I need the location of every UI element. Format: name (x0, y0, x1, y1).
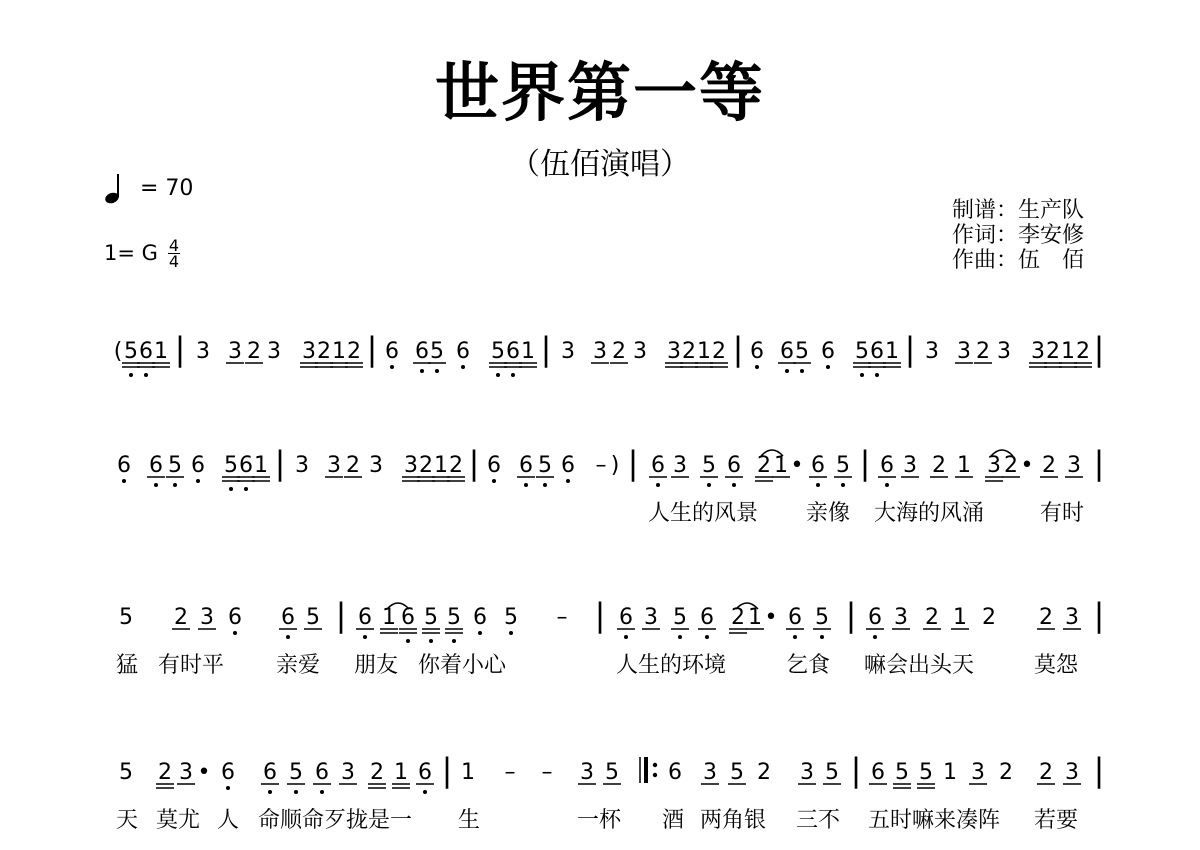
low-octave-dot (785, 369, 789, 373)
barline: | (1093, 751, 1105, 789)
note: 6 (385, 339, 399, 364)
barline: | (540, 330, 552, 368)
note: 1 (774, 453, 788, 478)
note: 1 (521, 339, 535, 364)
lyric: 酒 (662, 808, 685, 833)
barline: | (845, 596, 857, 634)
low-octave-dot (885, 483, 889, 487)
note: 3 (1031, 339, 1045, 364)
low-octave-dot (406, 639, 410, 643)
note: 2 (932, 453, 946, 478)
note: 1 (332, 339, 346, 364)
note: 5 (124, 339, 138, 364)
low-octave-dot (173, 483, 177, 487)
low-octave-dot (154, 483, 158, 487)
note: 2 (1039, 760, 1053, 785)
low-octave-dot (793, 635, 797, 639)
low-octave-dot (229, 487, 233, 491)
lyric: 你着小心 (418, 653, 507, 678)
low-octave-dot (860, 373, 864, 377)
note: 5 (855, 339, 869, 364)
barline: | (732, 330, 744, 368)
note: 6 (727, 453, 741, 478)
note: 6 (821, 339, 835, 364)
lyric: 命顺命歹拢是一 (258, 808, 413, 833)
low-octave-dot (509, 631, 513, 635)
note: 2 (999, 760, 1013, 785)
note: 2 (1046, 339, 1060, 364)
note: 2 (174, 605, 188, 630)
time-signature-top: 4 (168, 236, 179, 255)
note: 6 (473, 605, 487, 630)
low-octave-dot (286, 635, 290, 639)
note: 6 (418, 760, 432, 785)
note: 2 (419, 453, 433, 478)
note: 1 (885, 339, 899, 364)
low-octave-dot (226, 786, 230, 790)
note: 2 (347, 339, 361, 364)
note: 3 (561, 339, 575, 364)
note: 1 (748, 605, 762, 630)
note: ( (113, 339, 123, 364)
note: 2 (712, 339, 726, 364)
note: 2 (346, 453, 360, 478)
low-octave-dot (875, 373, 879, 377)
note: 1 (254, 453, 268, 478)
barline: | (366, 330, 378, 368)
note: 5 (447, 605, 461, 630)
lyric: 天 (116, 808, 139, 833)
lyric: 三不 (796, 808, 841, 833)
note: 3 (1065, 605, 1079, 630)
lyric: 亲像 (806, 501, 851, 526)
note: 3 (997, 339, 1011, 364)
low-octave-dot (816, 483, 820, 487)
note: 5 (919, 760, 933, 785)
barline: | (859, 444, 871, 482)
low-octave-dot (268, 790, 272, 794)
low-octave-dot (755, 365, 759, 369)
note: 1 (697, 339, 711, 364)
low-octave-dot (144, 373, 148, 377)
note: 6 (401, 605, 415, 630)
note: 5 (224, 453, 238, 478)
note: 3 (179, 760, 193, 785)
note: 6 (191, 453, 205, 478)
low-octave-dot (452, 639, 456, 643)
note: 3 (228, 339, 242, 364)
note: 5 (430, 339, 444, 364)
note: 6 (750, 339, 764, 364)
note: 3 (673, 453, 687, 478)
low-octave-dot (129, 373, 133, 377)
barline: | (274, 444, 286, 482)
note: 3 (925, 339, 939, 364)
note: 1 (382, 605, 396, 630)
lyric: 大海的风涌 (874, 501, 985, 526)
note: 6 (811, 453, 825, 478)
lyric: 莫怨 (1034, 653, 1079, 678)
low-octave-dot (435, 369, 439, 373)
note: 6 (619, 605, 633, 630)
low-octave-dot (461, 365, 465, 369)
note: 3 (894, 605, 908, 630)
low-octave-dot (656, 483, 660, 487)
note: 6 (651, 453, 665, 478)
note: 6 (519, 453, 533, 478)
barline: | (1093, 596, 1105, 634)
note: 5 (815, 605, 829, 630)
note: 2 (757, 453, 771, 478)
low-octave-dot (826, 365, 830, 369)
note: 5 (491, 339, 505, 364)
tempo-value: = 70 (140, 176, 194, 201)
barline: | (441, 751, 453, 789)
barline: | (594, 596, 606, 634)
note: – (595, 453, 607, 478)
note: 6 (788, 605, 802, 630)
barline: | (627, 444, 639, 482)
note: 5 (836, 453, 850, 478)
note: 3 (703, 760, 717, 785)
note: 2 (449, 453, 463, 478)
note: 6 (780, 339, 794, 364)
note: 5 (424, 605, 438, 630)
note: 5 (702, 453, 716, 478)
low-octave-dot (496, 373, 500, 377)
note: 6 (868, 605, 882, 630)
barline: | (904, 330, 916, 368)
low-octave-dot (122, 479, 126, 483)
lyric: 一杯 (577, 808, 622, 833)
lyric: 人生的环境 (616, 653, 727, 678)
repeat-dot (653, 773, 657, 777)
note: 6 (415, 339, 429, 364)
low-octave-dot (841, 483, 845, 487)
note: 6 (228, 605, 242, 630)
low-octave-dot (196, 479, 200, 483)
note: 2 (1076, 339, 1090, 364)
low-octave-dot (429, 639, 433, 643)
low-octave-dot (478, 631, 482, 635)
note: • (1020, 453, 1034, 478)
note: 6 (487, 453, 501, 478)
note: 2 (317, 339, 331, 364)
note: 6 (315, 760, 329, 785)
key-label: 1= G (104, 241, 158, 265)
note: 6 (221, 760, 235, 785)
credit-composer: 作曲：伍 佰 (952, 248, 1085, 273)
barline: | (335, 596, 347, 634)
note: 6 (149, 453, 163, 478)
note: 5 (504, 605, 518, 630)
repeat-dot (653, 763, 657, 767)
lyric: 猛 (116, 653, 139, 678)
note: – (541, 760, 553, 785)
note: 2 (158, 760, 172, 785)
note: 3 (196, 339, 210, 364)
note: 3 (987, 453, 1001, 478)
note: 2 (370, 760, 384, 785)
note: 5 (306, 605, 320, 630)
note: 6 (880, 453, 894, 478)
low-octave-dot (800, 369, 804, 373)
time-signature-bottom: 4 (168, 252, 179, 271)
note: 3 (369, 453, 383, 478)
note: 6 (506, 339, 520, 364)
note: 5 (673, 605, 687, 630)
note: – (556, 605, 568, 630)
page-title: 世界第一等 (435, 57, 765, 131)
note: 3 (1065, 760, 1079, 785)
low-octave-dot (511, 373, 515, 377)
barline: | (174, 330, 186, 368)
lyric: 乞食 (786, 653, 831, 678)
note: 3 (800, 760, 814, 785)
lyric: 若要 (1034, 808, 1079, 833)
lyric: 朋友 (354, 653, 399, 678)
note: 1 (953, 605, 967, 630)
low-octave-dot (524, 483, 528, 487)
note: 6 (139, 339, 153, 364)
note: 3 (302, 339, 316, 364)
barline: | (1093, 330, 1105, 368)
note: 3 (633, 339, 647, 364)
note: 3 (200, 605, 214, 630)
note: 6 (358, 605, 372, 630)
note: 3 (580, 760, 594, 785)
note: 5 (538, 453, 552, 478)
note: 3 (903, 453, 917, 478)
low-octave-dot (707, 483, 711, 487)
note: 5 (605, 760, 619, 785)
note: 5 (795, 339, 809, 364)
low-octave-dot (244, 487, 248, 491)
note: 6 (456, 339, 470, 364)
note: 6 (700, 605, 714, 630)
credit-arranger: 制谱：生产队 (952, 198, 1085, 223)
low-octave-dot (820, 635, 824, 639)
low-octave-dot (678, 635, 682, 639)
note: 1 (943, 760, 957, 785)
note: 2 (925, 605, 939, 630)
note: 3 (957, 339, 971, 364)
note: 2 (1042, 453, 1056, 478)
note: ) (610, 453, 620, 478)
note: 2 (976, 339, 990, 364)
low-octave-dot (566, 479, 570, 483)
low-octave-dot (420, 369, 424, 373)
lyric: 两角银 (700, 808, 767, 833)
note: 2 (1039, 605, 1053, 630)
note: • (197, 760, 211, 785)
low-octave-dot (423, 790, 427, 794)
note: 1 (434, 453, 448, 478)
note: 1 (957, 453, 971, 478)
note: 2 (247, 339, 261, 364)
note: 2 (682, 339, 696, 364)
note: – (504, 760, 516, 785)
note: 1 (461, 760, 475, 785)
note: 5 (730, 760, 744, 785)
page-subtitle: （伍佰演唱） (510, 147, 690, 182)
barline: | (850, 751, 862, 789)
note: 6 (281, 605, 295, 630)
low-octave-dot (732, 483, 736, 487)
note: 1 (154, 339, 168, 364)
lyric: 亲爱 (276, 653, 321, 678)
note: 6 (668, 760, 682, 785)
note: 5 (289, 760, 303, 785)
lyric: 生 (458, 808, 481, 833)
note: 5 (825, 760, 839, 785)
note: 1 (394, 760, 408, 785)
note: 6 (263, 760, 277, 785)
note: 6 (117, 453, 131, 478)
note: • (790, 453, 804, 478)
low-octave-dot (543, 483, 547, 487)
low-octave-dot (363, 635, 367, 639)
lyric: 有时平 (158, 653, 225, 678)
note: 2 (982, 605, 996, 630)
note: 2 (731, 605, 745, 630)
note: 1 (1061, 339, 1075, 364)
low-octave-dot (233, 631, 237, 635)
note: 2 (757, 760, 771, 785)
note: 5 (168, 453, 182, 478)
note: 3 (404, 453, 418, 478)
note: 3 (644, 605, 658, 630)
note: 3 (267, 339, 281, 364)
lyric: 嘛会出头天 (864, 653, 975, 678)
note: 2 (1004, 453, 1018, 478)
note: 3 (667, 339, 681, 364)
low-octave-dot (705, 635, 709, 639)
note: • (764, 605, 778, 630)
low-octave-dot (624, 635, 628, 639)
lyric: 莫尤 (156, 808, 201, 833)
barline: | (468, 444, 480, 482)
note: 3 (593, 339, 607, 364)
note: 6 (871, 760, 885, 785)
note: 3 (295, 453, 309, 478)
low-octave-dot (390, 365, 394, 369)
barline: | (1093, 444, 1105, 482)
note: 5 (895, 760, 909, 785)
lyric: 人生的风景 (648, 501, 759, 526)
note: 2 (612, 339, 626, 364)
note: 6 (870, 339, 884, 364)
low-octave-dot (873, 635, 877, 639)
note: 3 (971, 760, 985, 785)
low-octave-dot (320, 790, 324, 794)
note: 3 (327, 453, 341, 478)
note: 5 (119, 605, 133, 630)
lyric: 有时 (1040, 501, 1085, 526)
note: 6 (239, 453, 253, 478)
low-octave-dot (492, 479, 496, 483)
note: 5 (119, 760, 133, 785)
low-octave-dot (294, 790, 298, 794)
credit-lyricist: 作词：李安修 (952, 223, 1085, 248)
note: 3 (1067, 453, 1081, 478)
note: 3 (341, 760, 355, 785)
lyric: 人 (217, 808, 240, 833)
note: 6 (561, 453, 575, 478)
lyric: 五时嘛来凑阵 (868, 808, 1001, 833)
